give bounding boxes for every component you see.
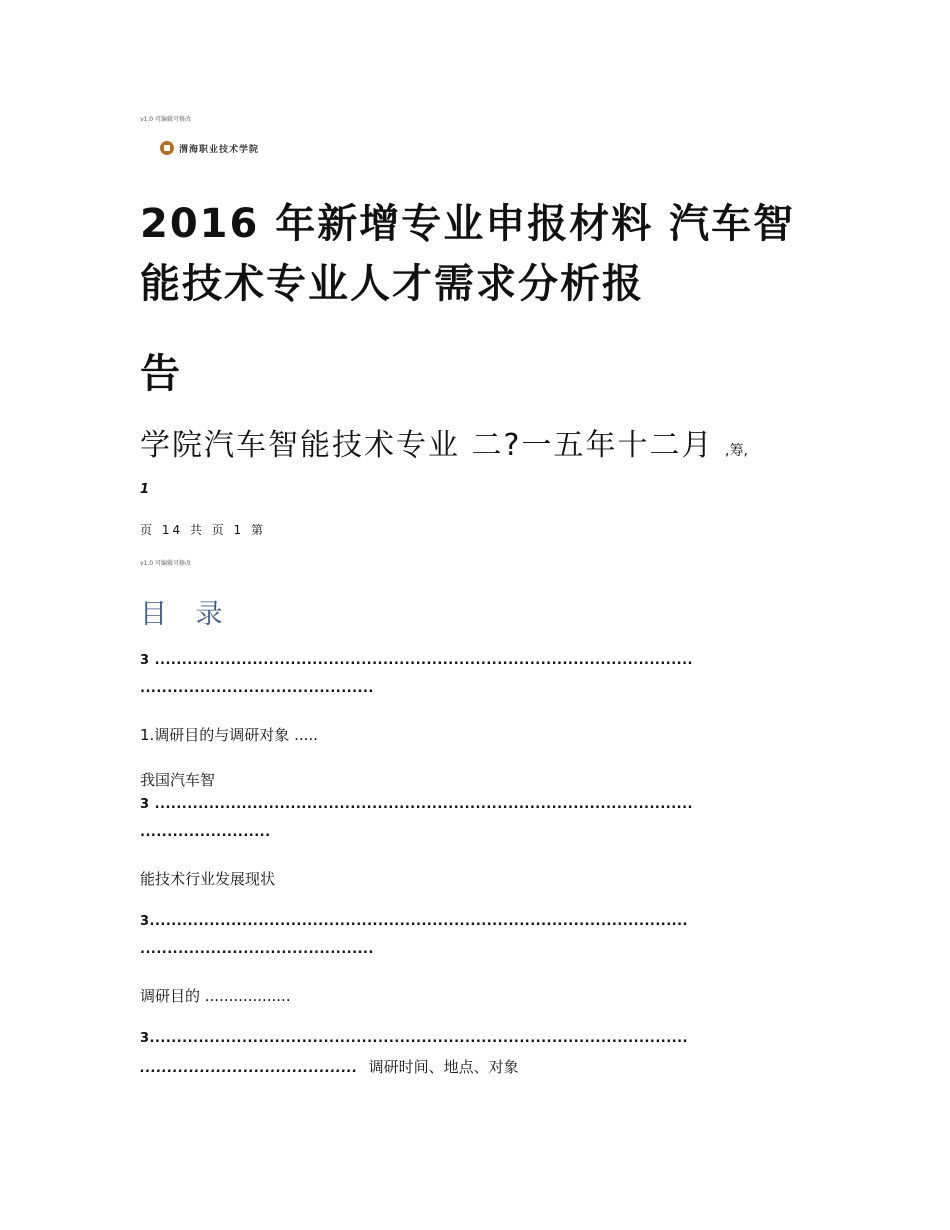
toc-leader-line-4b: ........................................ [140,1061,358,1076]
cover-title-line-1: 2016 年新增专业申报材料 汽车智 [140,201,796,247]
cover-subtitle-main: 学院汽车智能技术专业 二?一五年十二月 [140,428,714,463]
cover-subtitle [140,420,748,464]
college-logo-text: 渭海职业技术学院 [179,144,260,155]
college-emblem-icon [160,141,174,155]
cover-number: 1 [140,482,150,497]
toc-item-1: 1.调研目的与调研对象 ..... [140,726,318,744]
toc-title: 目 录 [140,599,233,630]
version-note-page-2: v1.0 可编辑可修改 [140,560,192,567]
toc-leader-line-1b: ........................................... [140,681,374,696]
toc-leader-line-3b: ........................................... [140,942,374,957]
toc-leader-line-2b: ........................ [140,825,271,840]
toc-item-3: 调研目的 .................. [140,987,291,1005]
page-info: 页 14 共 页 1 第 [140,523,266,537]
toc-item-2b: 能技术行业发展现状 [140,870,276,888]
cover-subtitle-tail: ,筹, [725,443,748,459]
toc-last-line [140,1056,519,1077]
toc-item-4: 调研时间、地点、对象 [368,1058,519,1076]
version-note: v1.0 可编辑可修改 [140,116,192,123]
toc-leader-line-2: 3 ................................................................................................... [140,797,693,812]
toc-item-2a: 我国汽车智 [140,771,216,789]
cover-title-line-2: 能技术专业人才需求分析报 [140,261,644,307]
cover-title-line-3: 告 [140,351,182,397]
toc-leader-line-4: 3................................................................................................... [140,1031,688,1046]
college-logo [160,139,272,157]
toc-leader-line-1: 3 ................................................................................................... [140,653,693,668]
toc-leader-line-3: 3................................................................................................... [140,914,688,929]
